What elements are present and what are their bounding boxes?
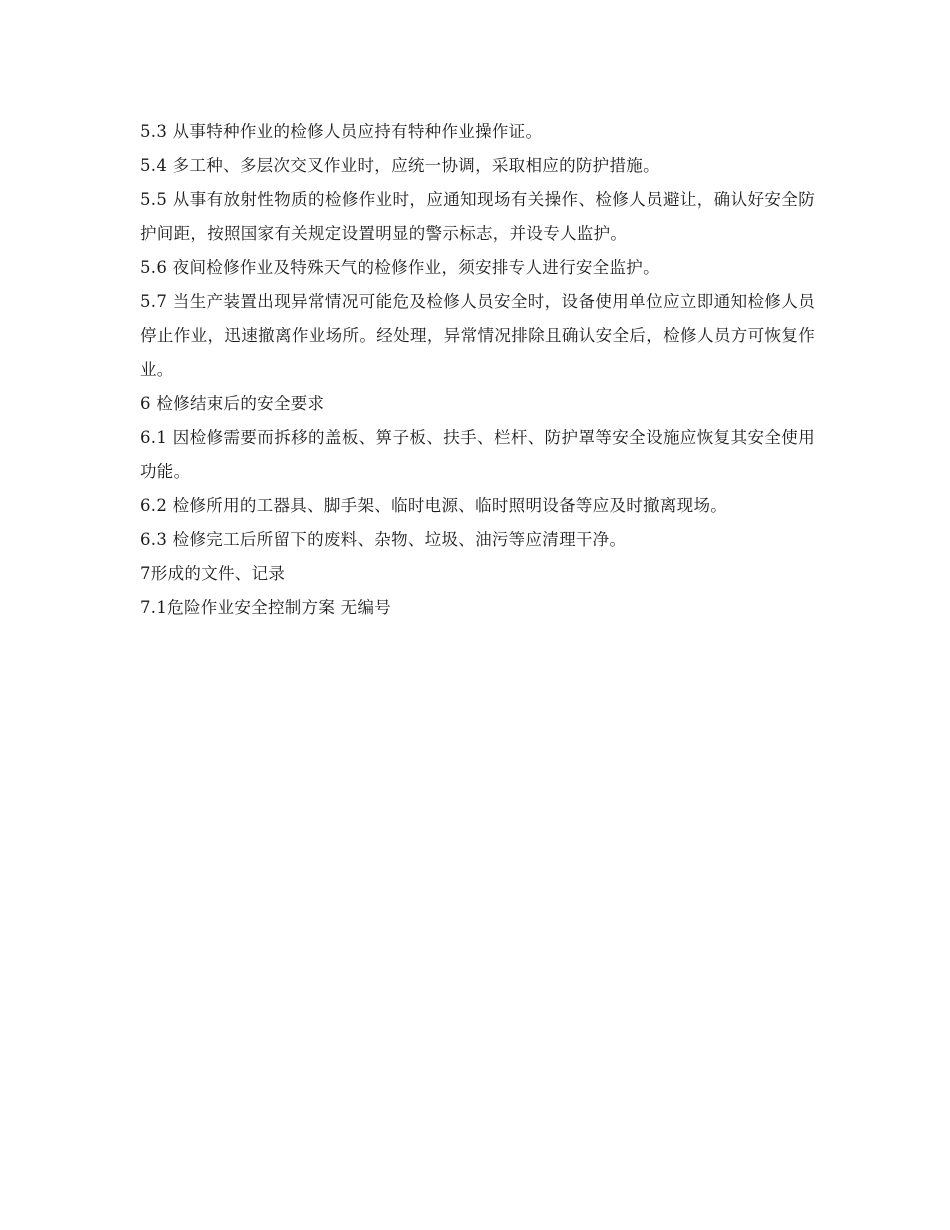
paragraph-5-7: 5.7 当生产装置出现异常情况可能危及检修人员安全时，设备使用单位应立即通知检修人员停止作业，迅速撤离作业场所。经处理，异常情况排除且确认安全后，检修人员方可恢复作业。 bbox=[140, 292, 815, 379]
paragraph-7-1: 7.1危险作业安全控制方案 无编号 bbox=[140, 598, 392, 617]
paragraph-6-2: 6.2 检修所用的工器具、脚手架、临时电源、临时照明设备等应及时撤离现场。 bbox=[140, 496, 728, 515]
paragraph-5-5: 5.5 从事有放射性物质的检修作业时，应通知现场有关操作、检修人员避让，确认好安全防护间距，按照国家有关规定设置明显的警示标志，并设专人监护。 bbox=[140, 190, 815, 243]
paragraph-5-6: 5.6 夜间检修作业及特殊天气的检修作业，须安排专人进行安全监护。 bbox=[140, 258, 660, 277]
document-body bbox=[140, 115, 815, 625]
paragraph-6-3: 6.3 检修完工后所留下的废料、杂物、垃圾、油污等应清理干净。 bbox=[140, 530, 627, 549]
paragraph-5-3: 5.3 从事特种作业的检修人员应持有特种作业操作证。 bbox=[140, 122, 543, 141]
paragraph-6-1: 6.1 因检修需要而拆移的盖板、箅子板、扶手、栏杆、防护罩等安全设施应恢复其安全使用功能。 bbox=[140, 428, 815, 481]
paragraph-5-4: 5.4 多工种、多层次交叉作业时，应统一协调，采取相应的防护措施。 bbox=[140, 156, 660, 175]
section-heading-6: 6 检修结束后的安全要求 bbox=[140, 394, 325, 413]
section-heading-7: 7形成的文件、记录 bbox=[140, 564, 286, 583]
